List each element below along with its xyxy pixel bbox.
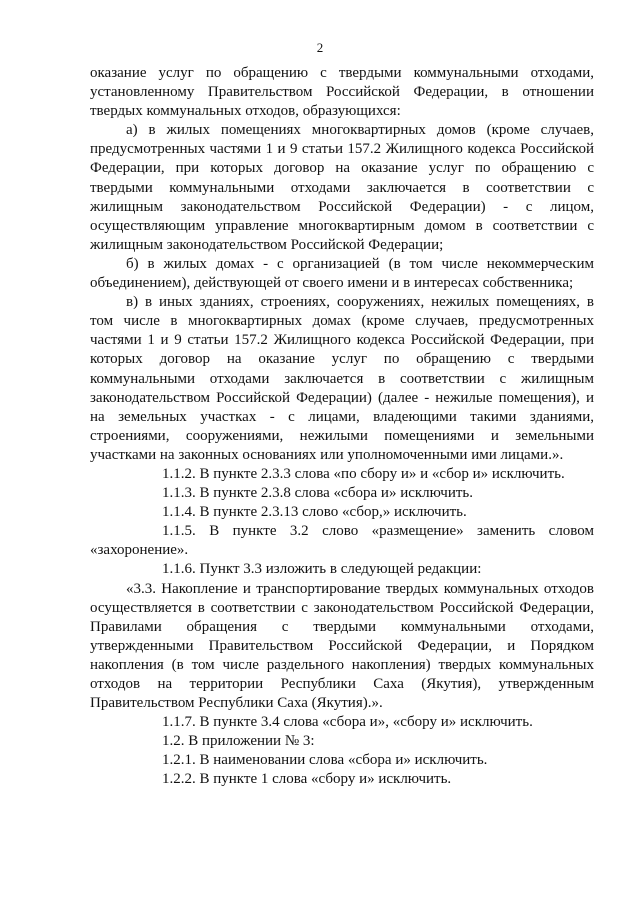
item-number: 1.2.1. bbox=[162, 752, 196, 769]
item-number: 1.1.3. bbox=[162, 485, 196, 502]
item-text: В пункте 1 слова «сбору и» исключить. bbox=[199, 771, 452, 788]
item-1-1-2 bbox=[90, 465, 594, 484]
item-1-2-2 bbox=[90, 770, 594, 789]
item-1-1-3 bbox=[90, 484, 594, 503]
item-text: В пункте 3.2 слово «размещение» заменить словом «захоронение». bbox=[90, 523, 594, 559]
item-number: 1.2. bbox=[162, 733, 185, 750]
item-text: В пункте 2.3.3 слова «по сбору и» и «сбор и» исключить. bbox=[199, 465, 565, 482]
item-text: В пункте 3.4 слова «сбора и», «сбору и» исключить. bbox=[199, 714, 533, 731]
item-1-1-5 bbox=[90, 522, 594, 560]
item-text: В приложении № 3: bbox=[188, 733, 315, 750]
item-text: В наименовании слова «сбора и» исключить. bbox=[199, 752, 488, 769]
paragraph-intro: оказание услуг по обращению с твердыми коммунальными отходами, установленному Правительством Российской Федерации, в отношении твердых коммунальных отходов, образующихся: bbox=[90, 65, 594, 120]
item-number: 1.1.5. bbox=[162, 523, 196, 540]
item-1-1-6 bbox=[90, 560, 594, 579]
item-1-1-4 bbox=[90, 503, 594, 522]
page-number: 2 bbox=[316, 40, 324, 55]
item-text: В пункте 2.3.8 слова «сбора и» исключить. bbox=[199, 485, 474, 502]
item-1-2-1 bbox=[90, 751, 594, 770]
paragraph-3-3-quote: «3.3. Накопление и транспортирование твердых коммунальных отходов осуществляется в соответствии с законодательством Российской Федерации, Правилами обращения с твердыми коммунальными отходами, утвержденными Правительством Российской Федерации, и Порядком накопления (в том числе раздельного накопления) твердых коммунальных отходов на территории Республики Саха (Якутия), утвержденным Правительством Республики Саха (Якутия).». bbox=[90, 580, 594, 712]
item-1-1-7 bbox=[90, 713, 594, 732]
item-number: 1.1.2. bbox=[162, 465, 196, 482]
item-number: 1.1.7. bbox=[162, 714, 196, 731]
document-body bbox=[90, 64, 594, 790]
item-text: В пункте 2.3.13 слово «сбор,» исключить. bbox=[199, 504, 467, 521]
item-number: 1.2.2. bbox=[162, 771, 196, 788]
item-1-2 bbox=[90, 732, 594, 751]
paragraph-v: в) в иных зданиях, строениях, сооружениях, нежилых помещениях, в том числе в многоквартирных домах (кроме случаев, предусмотренных частями 1 и 9 статьи 157.2 Жилищного кодекса Российской Федерации, при которых договор на оказание услуг по обращению с твердыми коммунальными отходами заключается в соответствии с жилищным законодательством Российской Федерации) (далее - нежилые помещения), и на земельных участках - с лицами, владеющими такими зданиями, строениями, сооружениями, нежилыми помещениями и земельными участками на законных основаниях или уполномоченными ими лицами.». bbox=[90, 294, 594, 463]
paragraph-a: а) в жилых помещениях многоквартирных домов (кроме случаев, предусмотренных частями 1 и 9 статьи 157.2 Жилищного кодекса Российской Федерации, при которых договор на оказание услуг по обращению с твердыми коммунальными отходами заключается в соответствии с жилищным законодательством Российской Федерации) - с лицом, осуществляющим управление многоквартирным домом в соответствии с жилищным законодательством Российской Федерации; bbox=[90, 122, 594, 253]
item-number: 1.1.4. bbox=[162, 504, 196, 521]
item-text: Пункт 3.3 изложить в следующей редакции: bbox=[199, 561, 482, 578]
item-number: 1.1.6. bbox=[162, 561, 196, 578]
paragraph-b: б) в жилых домах - с организацией (в том числе некоммерческим объединением), действующей от своего имени и в интересах собственника; bbox=[90, 255, 594, 292]
